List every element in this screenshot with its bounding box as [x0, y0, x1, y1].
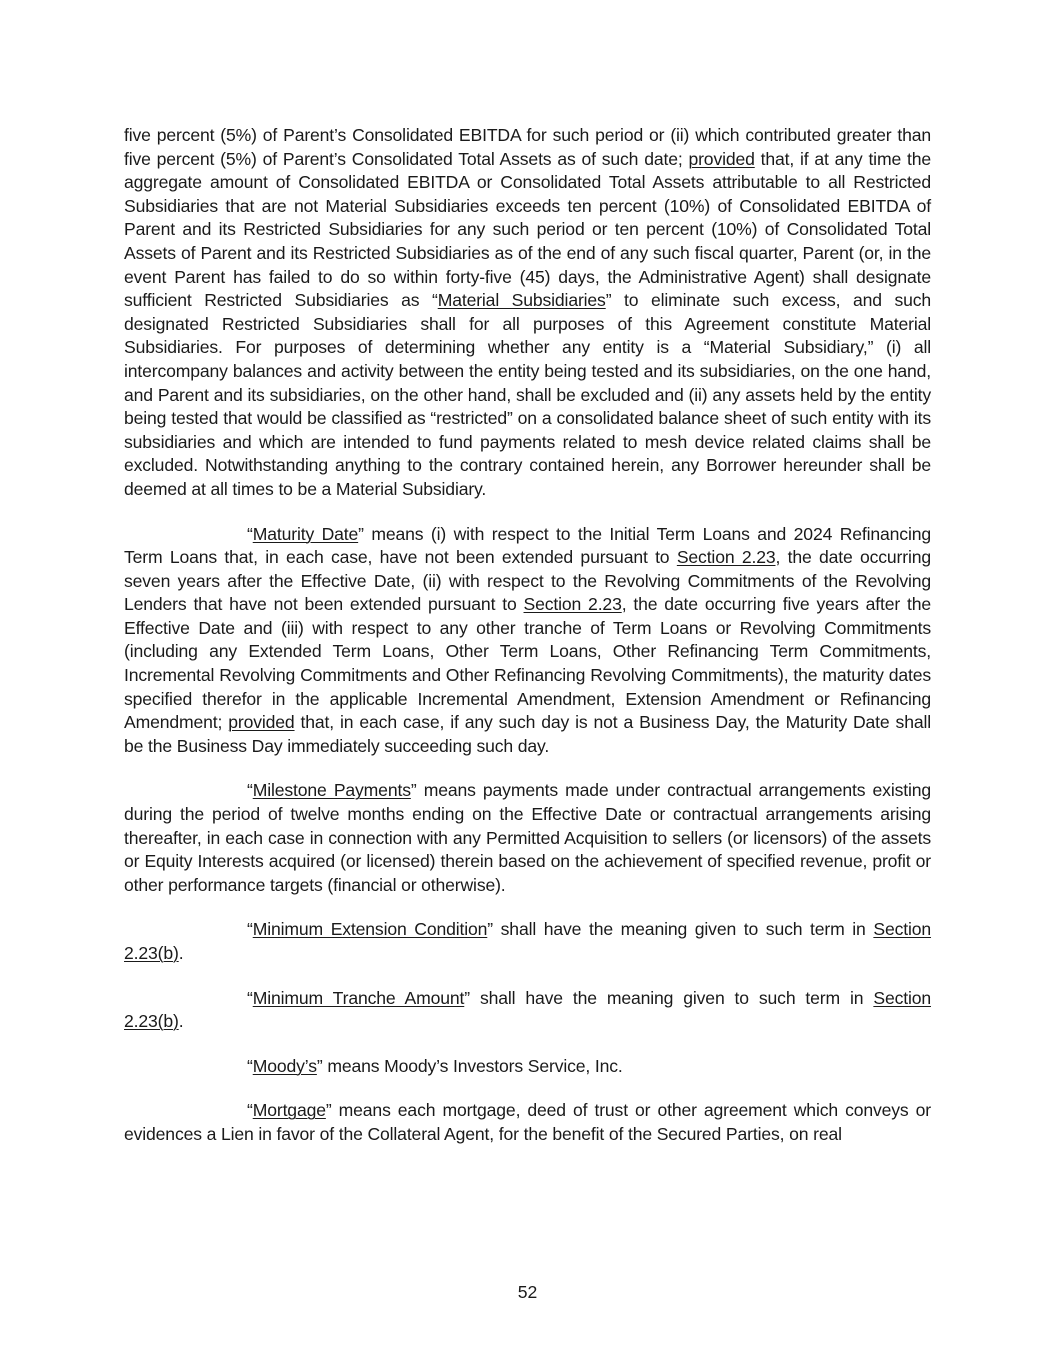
paragraph-text: . — [178, 943, 184, 963]
open-quote: “ — [247, 987, 253, 1008]
provided-term: provided — [228, 712, 295, 733]
paragraph-text: that, if at any time the aggregate amount of Consolidated EBITDA or Consolidated Total Assets attributable to all Restricted Subsidiaries that are not Material Subsidiaries exceeds ten percent (10%) of Consolidated EBITDA of Parent and its Restricted Subsidiaries for any such period or ten percent (10%) of Consolidated Total Assets of Parent and its Restricted Subsidiaries as of the end of any such fiscal quarter, Parent (or, in the event Parent has failed to do so within forty-five (45) days, the Administrative Agent) shall designate sufficient Restricted Subsidiaries as “ — [124, 148, 931, 311]
defined-term-minimum-extension-condition: Minimum Extension Condition — [252, 919, 488, 940]
provided-term: provided — [688, 148, 755, 169]
maturity-date-definition — [124, 523, 931, 759]
paragraph-text: ” to eliminate such excess, and such designated Restricted Subsidiaries shall for all purposes of this Agreement constitute Material Subsidiaries. For purposes of determining whether any entity is a “Material Subsidiary,” (i) all intercompany balances and activity between the entity being tested and its subsidiaries, on the one hand, and Parent and its subsidiaries, on the other hand, shall be excluded and (ii) any assets held by the entity being tested that would be classified as “restricted” on a consolidated balance sheet of such entity with its subsidiaries and which are intended to fund payments related to mesh device related claims shall be excluded. Notwithstanding anything to the contrary contained herein, any Borrower hereunder shall be deemed at all times to be a Material Subsidiary. — [124, 290, 932, 499]
page-number: 52 — [517, 1282, 538, 1302]
paragraph-text: ” means (i) with respect to the Initial Term Loans and 2024 Refinancing Term Loans that, in each case, have not been extended pursuant to — [124, 523, 931, 568]
paragraph-text: that, in each case, if any such day is not a Business Day, the Maturity Date shall be the Business Day immediately succeeding such day. — [124, 712, 931, 756]
section-reference: Section 2.23(b) — [124, 987, 931, 1032]
open-quote: “ — [247, 919, 253, 940]
defined-term-maturity-date: Maturity Date — [252, 523, 359, 544]
open-quote: “ — [247, 1055, 253, 1076]
paragraph-text: , the date occurring five years after the Effective Date and (iii) with respect to any other tranche of Term Loans or Revolving Commitments (including any Extended Term Loans, Other Term Loans, Other Refinancing Term Commitments, Incremental Revolving Commitments and Other Refinancing Revolving Commitments), the maturity dates specified therefor in the applicable Incremental Amendment, Extension Amendment or Refinancing Amendment; — [124, 594, 932, 733]
open-quote: “ — [247, 780, 253, 801]
section-reference: Section 2.23 — [676, 547, 776, 568]
mortgage-definition — [124, 1099, 931, 1146]
paragraph-text: ” shall have the meaning given to such term in — [464, 987, 874, 1008]
defined-term-milestone-payments: Milestone Payments — [252, 780, 411, 801]
minimum-tranche-amount-definition — [124, 987, 931, 1034]
milestone-payments-definition — [124, 779, 931, 897]
section-reference: Section 2.23 — [523, 594, 622, 615]
paragraph-text: ” shall have the meaning given to such term in — [487, 919, 874, 940]
defined-term-minimum-tranche-amount: Minimum Tranche Amount — [252, 987, 465, 1008]
defined-term-moodys: Moody’s — [252, 1055, 317, 1076]
minimum-extension-condition-definition — [124, 918, 931, 965]
paragraph-text: ” means each mortgage, deed of trust or other agreement which conveys or evidences a Lien in favor of the Collateral Agent, for the benefit of the Secured Parties, on real — [124, 1100, 931, 1144]
paragraph-text: . — [178, 1011, 184, 1032]
defined-term-material-subsidiaries: Material Subsidiaries — [437, 290, 606, 311]
paragraph-text: , the date occurring seven years after the Effective Date, (ii) with respect to the Revolving Commitments of the Revolving Lenders that have not been extended pursuant to — [124, 547, 932, 615]
defined-term-mortgage: Mortgage — [252, 1100, 326, 1121]
document-page — [124, 124, 931, 1168]
open-quote: “ — [247, 523, 253, 544]
open-quote: “ — [247, 1100, 253, 1121]
paragraph-text: ” means Moody’s Investors Service, Inc. — [316, 1055, 623, 1076]
section-reference: Section 2.23(b) — [124, 919, 932, 963]
paragraph-text: five percent (5%) of Parent’s Consolidated EBITDA for such period or (ii) which contributed greater than five percent (5%) of Parent’s Consolidated Total Assets as of such date; — [124, 125, 931, 169]
moodys-definition — [124, 1055, 931, 1079]
paragraph-text: ” means payments made under contractual arrangements existing during the period of twelve months ending on the Effective Date or contractual arrangements arising thereafter, in each case in connection with any Permitted Acquisition to sellers (or licensors) of the assets or Equity Interests acquired (or licensed) therein based on the achievement of specified revenue, profit or other performance targets (financial or otherwise). — [124, 780, 931, 895]
material-subsidiary-definition-continued — [124, 124, 931, 502]
